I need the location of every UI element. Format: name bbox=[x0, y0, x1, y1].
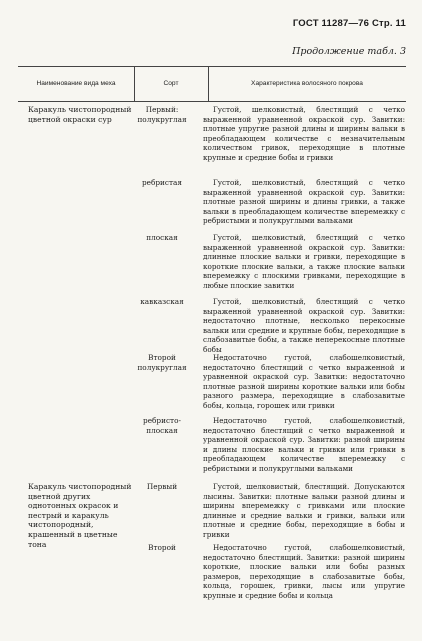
grade-label: плоская bbox=[146, 233, 178, 242]
grade-label: Второй полукруглая bbox=[137, 353, 187, 372]
fur-type-name: Каракуль чистопородный цветной окраски сур bbox=[28, 105, 132, 124]
grade-description: Густой, шелковистый, блестящий с четко выраженной уравненной окраской сур. Завитки: плотные упругие разной длины и ширины вальки в преобладающем количестве с незначительным количеством гривок, переходящие в плотные крупные и средние бобы и гривки bbox=[203, 105, 405, 162]
column-header-grade: Сорт bbox=[134, 67, 209, 101]
grade-label: ребристая bbox=[142, 178, 182, 187]
table-continuation-label: Продолжение табл. 3 bbox=[292, 46, 406, 57]
column-header-fur-type: Наименование вида меха bbox=[18, 67, 135, 101]
grade-description: Недостаточно густой, слабошелковистый, недостаточно блестящий. Завитки: разной ширины короткие, плоские вальки или бобы разных размеров, переходящие в слабозавитые бобы, кольца, горошек, гривки, лысы или упругие крупные и средние бобы и кольца bbox=[203, 543, 405, 600]
grade-description: Недостаточно густой, слабошелковистый, недостаточно блестящий с четко выраженной и уравненной окраской сур. Завитки: разной ширины и длины плоские вальки и гривки или гривки в преобладающем количестве вперемежку с ребристыми и полукруглыми вальками bbox=[203, 416, 405, 473]
grade-label: Первый bbox=[146, 482, 178, 491]
grade-description: Густой, шелковистый, блестящий. Допускаются лысины. Завитки: плотные вальки разной длины и ширины вперемежку с гривками или плоские длинные и средние вальки и гривки, вальки или плотные и средние бобы, переходящие в бобы и гривки bbox=[203, 482, 405, 539]
fur-type-name: Каракуль чистопородный цветной других однотонных окрасок и пестрый и каракуль чистопородный, крашенный в цветные тона bbox=[28, 482, 132, 549]
page-header: ГОСТ 11287—76 Стр. 11 bbox=[292, 18, 406, 29]
grade-label: ребристо-плоская bbox=[143, 416, 181, 435]
grade-label: кавказская bbox=[140, 297, 184, 306]
grade-label: Второй bbox=[148, 543, 176, 552]
grade-description: Густой, шелковистый, блестящий с четко выраженной уравненной окраской сур. Завитки: плотные разной ширины и длины гривки, а также вальки в преобладающем количестве вперемежку с ребристыми и полукруглыми вальками bbox=[203, 178, 405, 226]
grade-description: Густой, шелковистый, блестящий с четко выраженной уравненной окраской сур. Завитки: недостаточно плотные, несколько перекосные вальки или средние и крупные бобы, переходящие в слабозавитые бобы, а также неперекосные плотные бобы bbox=[203, 297, 405, 354]
column-header-characteristics: Характеристика волосяного покрова bbox=[251, 79, 363, 87]
grade-description: Густой, шелковистый, блестящий с четко выраженной уравненной окраской сур. Завитки: длинные плоские вальки и гривки, переходящие в короткие плоские вальки, а также плоские вальки вперемежку с плоскими гривками, переходящие в любые плоские завитки bbox=[203, 233, 405, 290]
grade-label: Первый: полукруглая bbox=[137, 105, 187, 124]
table-header bbox=[18, 66, 406, 102]
grade-description: Недостаточно густой, слабошелковистый, недостаточно блестящий с четко выраженной и уравненной окраской сур. Завитки: недостаточно плотные разной ширины короткие вальки или бобы разного размера, переходящие в слабозавитые бобы, кольца, горошек или гривки bbox=[203, 353, 405, 410]
